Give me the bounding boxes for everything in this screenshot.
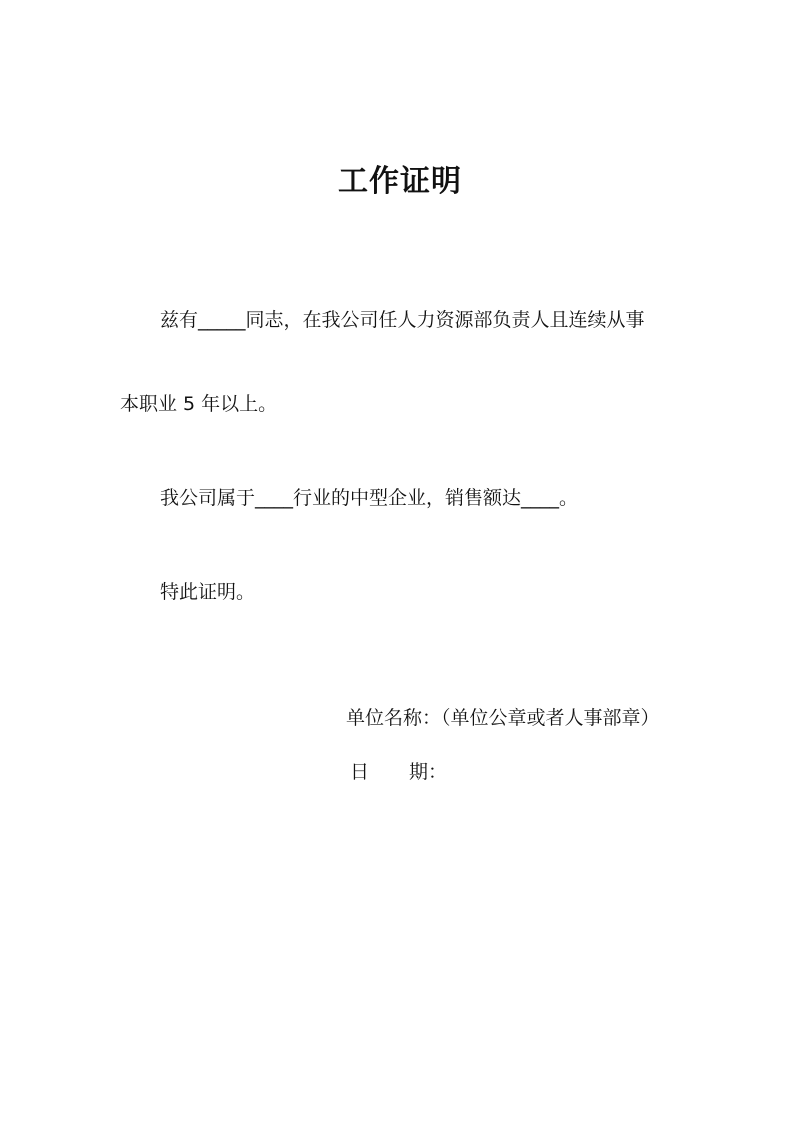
paragraph-2: 我公司属于____行业的中型企业，销售额达____。 [160,487,579,509]
signature-unit-line: 单位名称：（单位公章或者人事部章） [346,707,660,729]
paragraph-1-line-2: 本职业 5 年以上。 [120,393,278,415]
paragraph-1-line-1: 兹有_____同志，在我公司任人力资源部负责人且连续从事 [160,309,645,331]
date-label-char-1: 日 [350,761,370,783]
date-label-char-2: 期： [409,761,448,783]
paragraph-3: 特此证明。 [160,581,256,603]
signature-date-line [350,758,447,786]
document-title: 工作证明 [338,164,462,199]
